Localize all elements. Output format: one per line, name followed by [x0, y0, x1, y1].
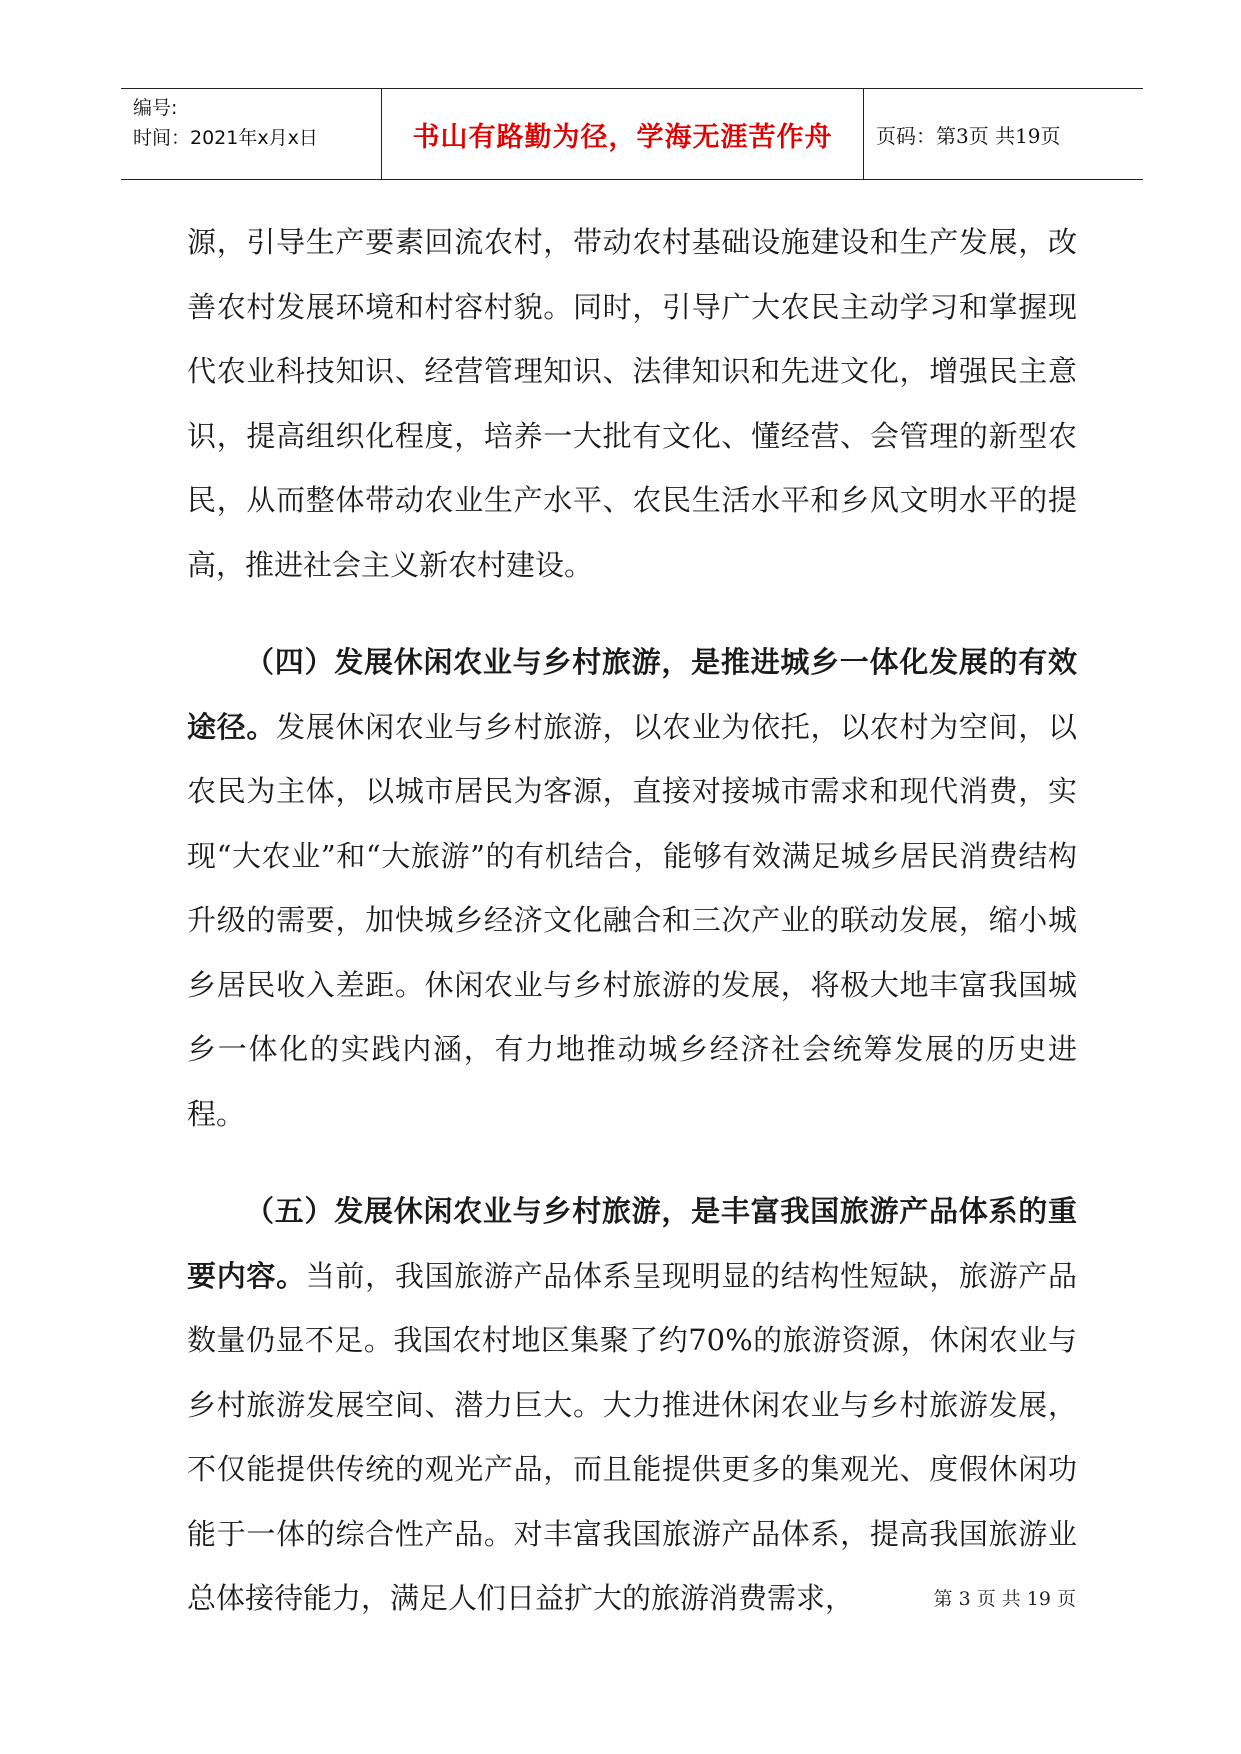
body-paragraph — [187, 210, 1077, 597]
page-footer — [934, 1584, 1076, 1611]
paragraph-text: 发展休闲农业与乡村旅游，以农业为依托，以农村为空间，以农民为主体，以城市居民为客源，直接对接城市需求和现代消费，实现“大农业”和“大旅游”的有机结合，能够有效满足城乡居民消费结构升级的需要，加快城乡经济文化融合和三次产业的联动发展，缩小城乡居民收入差距。休闲农业与乡村旅游的发展，将极大地丰富我国城乡一体化的实践内涵，有力地推动城乡经济社会统筹发展的历史进程。 — [187, 709, 1077, 1131]
document-number-label: 编号: — [133, 97, 178, 119]
paragraph-text: 当前，我国旅游产品体系呈现明显的结构性短缺，旅游产品数量仍显不足。我国农村地区集聚了约70%的旅游资源，休闲农业与乡村旅游发展空间、潜力巨大。大力推进休闲农业与乡村旅游发展，不仅能提供传统的观光产品，而且能提供更多的集观光、度假休闲功能于一体的综合性产品。对丰富我国旅游产品体系，提高我国旅游业总体接待能力，满足人们日益扩大的旅游消费需求， — [187, 1258, 1077, 1615]
page-header — [121, 88, 1143, 180]
paragraph-heading: （五）发展休闲农业与乡村旅游，是丰富我国旅游产品体系的重要内容。 — [187, 1194, 1077, 1293]
footer-page-number: 第 3 页 共 19 页 — [933, 1588, 1076, 1610]
header-page-indicator — [864, 89, 1143, 179]
document-date: 时间：2021年x月x日 — [133, 127, 318, 149]
body-paragraph — [187, 1179, 1077, 1631]
paragraph-heading: （四）发展休闲农业与乡村旅游，是推进城乡一体化发展的有效途径。 — [187, 645, 1077, 744]
header-page-label: 页码：第3页 共19页 — [876, 123, 1061, 148]
body-paragraph — [187, 630, 1077, 1146]
document-body — [187, 210, 1077, 1631]
header-meta — [121, 89, 382, 179]
header-motto-cell — [382, 89, 864, 179]
header-motto: 书山有路勤为径，学海无涯苦作舟 — [412, 121, 833, 153]
paragraph-text: 源，引导生产要素回流农村，带动农村基础设施建设和生产发展，改善农村发展环境和村容村貌。同时，引导广大农民主动学习和掌握现代农业科技知识、经营管理知识、法律知识和先进文化，增强民主意识，提高组织化程度，培养一大批有文化、懂经营、会管理的新型农民，从而整体带动农业生产水平、农民生活水平和乡风文明水平的提高，推进社会主义新农村建设。 — [187, 225, 1077, 582]
